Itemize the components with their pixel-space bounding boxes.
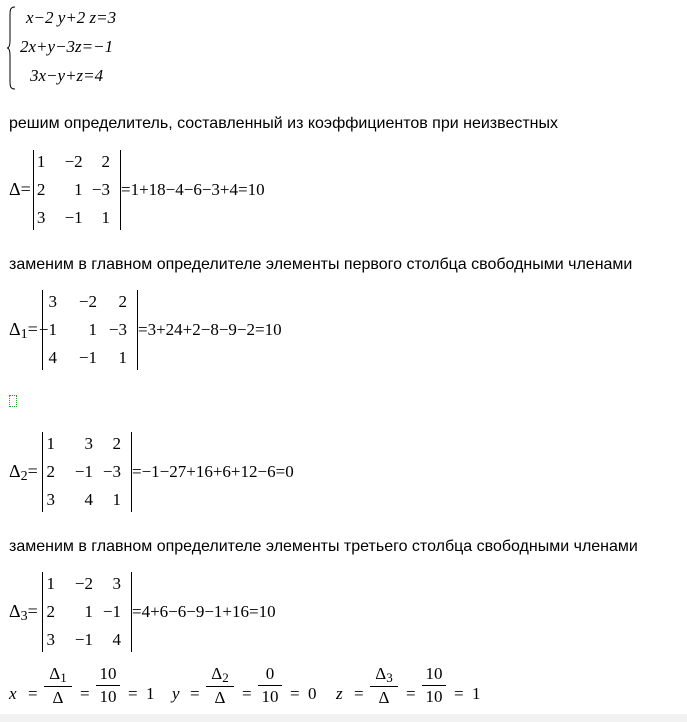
determinant-d2-result: =−1−27+16+6+12−6=0 [132,462,294,481]
delta-subscript: 3 [20,609,28,624]
delta-symbol: Δ [214,688,226,707]
determinant-d1-cell: 1 [118,348,127,367]
determinant-d3-eq: = [27,601,38,621]
determinant-d2-cell: 2 [112,434,121,453]
delta-symbol: Δ [375,664,387,683]
determinant-d1-cell: 3 [48,292,57,311]
determinant-d2-cell: 1 [46,434,55,453]
cursor-marker [9,395,17,407]
delta-symbol: Δ [211,664,223,683]
determinant-d3-cell: 3 [112,574,121,593]
determinant-d1-cell: 2 [118,292,127,311]
determinant-d3-result: =4+6−6−9−1+16=10 [132,602,276,621]
explanation-text-1: решим определитель, составленный из коэффициентов при неизвестных [9,115,559,132]
determinant-d3-cell: −2 [74,574,93,593]
determinant-d3-cell: 1 [84,602,93,621]
determinant-main-cell: −1 [64,208,83,227]
explanation-text-3: заменим в главном определителе элементы третьего столбца свободными членами [9,538,638,555]
answer-z-eq3: = [454,684,464,703]
determinant-main-cell: 2 [36,180,46,199]
determinant-d3-cell: −1 [74,630,93,649]
answer-x-eq1: = [28,684,38,703]
answer-y-delta-fraction: $\Delta_2$ Δ [206,664,234,708]
determinant-d1-eq: = [27,319,38,339]
determinant-d2-eq: = [27,461,38,481]
answer-x-eq2: = [80,684,90,703]
determinant-d3-cell: −1 [102,602,121,621]
determinant-main-cell: 2 [101,152,110,171]
answer-y-var: y [172,684,180,703]
determinant-d1-cell: −2 [78,292,97,311]
explanation-text-2: заменим в главном определителе элементы первого столбца свободными членами [9,256,633,273]
delta-symbol: Δ [9,461,21,481]
determinant-main-result: =1+18−4−6−3+4=10 [121,180,265,199]
determinant-d1-cell: −1 [38,320,57,339]
answer-x-delta-fraction: $\Delta_1$ Δ [44,664,72,708]
delta-symbol: Δ [9,319,21,339]
answer-x-eq3: = [128,684,138,703]
determinant-d2-cell: −1 [74,462,93,481]
answer-x-value-fraction: 10 10 [96,664,120,707]
determinant-d2-cell: 2 [46,462,55,481]
determinant-d2-cell: 1 [112,490,121,509]
determinant-d3-cell: 3 [46,630,55,649]
determinant-d1-cell: 1 [88,320,97,339]
determinant-d2-cell: 3 [46,490,55,509]
answer-y-result: 0 [308,684,317,703]
answer-z-eq1: = [354,684,364,703]
delta-subscript: 2 [20,469,28,484]
determinant-main-cell: −2 [64,152,83,171]
determinant-d1-cell: −3 [108,320,127,339]
system-equation-1: x−2 y+2 z=3 [26,8,117,27]
delta-symbol: Δ [52,688,64,707]
answer-z-eq2: = [406,684,416,703]
determinant-d2-cell: −3 [102,462,121,481]
determinant-main-cell: −3 [91,180,110,199]
determinant-d1-result: =3+24+2−8−9−2=10 [138,320,282,339]
determinant-d3-matrix [42,572,132,652]
answer-x-result: 1 [146,684,155,703]
determinant-d2-cell: 4 [84,490,93,509]
delta-symbol: Δ [49,664,61,683]
answer-z-value-fraction: 10 10 [422,664,446,707]
answer-y-eq1: = [190,684,200,703]
determinant-main-cell: 1 [36,152,46,171]
determinant-d1-matrix [38,290,138,370]
answer-z-delta-fraction: $\Delta_3$ Δ [370,664,398,708]
curly-brace-icon [6,6,16,90]
determinant-main-cell: 3 [36,208,46,227]
determinant-d3-cell: 1 [46,574,55,593]
answer-y-value-fraction: 0 10 [258,664,282,707]
determinant-d2-cell: 3 [84,434,93,453]
answer-x-var: x [9,684,17,703]
determinant-d3-cell: 4 [112,630,121,649]
determinant-d1-cell: −1 [78,348,97,367]
determinant-d3-cell: 2 [46,602,55,621]
answer-z-result: 1 [472,684,481,703]
determinant-main-cell: 1 [74,180,83,199]
system-equation-2: 2x+y−3z=−1 [20,37,114,56]
delta-subscript: 1 [20,327,28,342]
determinant-main-matrix [33,150,121,230]
delta-symbol: Δ [9,601,21,621]
answer-y-eq3: = [290,684,300,703]
determinant-main-eq: = [20,179,31,199]
determinant-d2-matrix [42,432,132,512]
determinant-main-cell: 1 [101,208,110,227]
answer-z-var: z [336,684,343,703]
determinant-d1-cell: 4 [48,348,57,367]
system-equation-3: 3x−y+z=4 [30,66,104,85]
delta-symbol: Δ [378,688,390,707]
delta-symbol: Δ [9,179,21,199]
answer-y-eq2: = [242,684,252,703]
bottom-divider [0,714,687,722]
